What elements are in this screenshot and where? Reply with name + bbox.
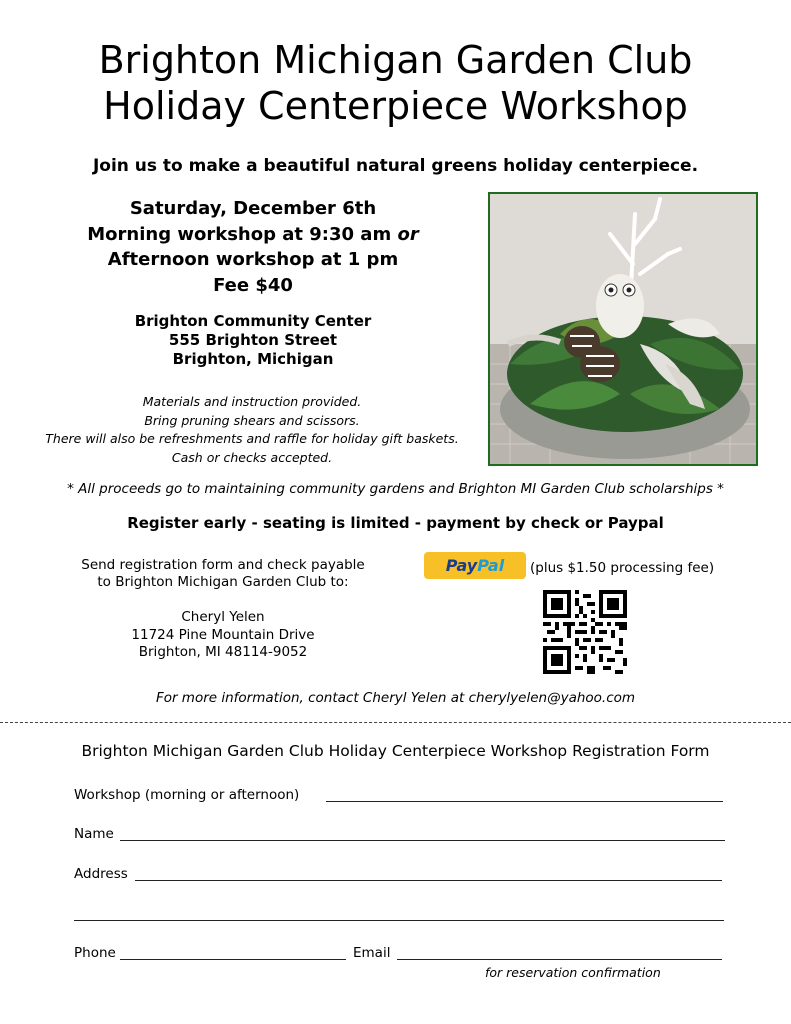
mailing-address [50, 609, 396, 662]
venue-name: Brighton Community Center [134, 312, 372, 330]
afternoon-session: Afternoon workshop at 1 pm [107, 249, 399, 270]
mail-city: Brighton, MI 48114-9052 [138, 644, 308, 660]
proceeds-note: * All proceeds go to maintaining community gardens and Brighton MI Garden Club scholarships * [67, 481, 724, 497]
workshop-field-label: Workshop (morning or afternoon) [74, 787, 300, 803]
note-payment: Cash or checks accepted. [171, 449, 333, 465]
note-refreshments: There will also be refreshments and raffle for holiday gift baskets. [45, 431, 459, 446]
notes-block [20, 393, 484, 467]
centerpiece-photo [488, 192, 758, 466]
send-line2: to Brighton Michigan Garden Club to: [97, 574, 349, 590]
workshop-fee: Fee $40 [213, 274, 293, 296]
qr-code-icon [543, 590, 627, 674]
registration-form-title: Brighton Michigan Garden Club Holiday Centerpiece Workshop Registration Form [81, 742, 710, 760]
paypal-fee-note: (plus $1.50 processing fee) [530, 560, 715, 576]
intro-text: Join us to make a beautiful natural greens holiday centerpiece. [92, 156, 699, 176]
venue-block [48, 312, 458, 369]
or-text: or [397, 223, 419, 245]
mail-street: 11724 Pine Mountain Drive [131, 626, 315, 643]
venue-city: Brighton, Michigan [172, 350, 334, 368]
workshop-date: Saturday, December 6th [129, 198, 377, 219]
cut-line [0, 722, 791, 723]
paypal-logo: PayPal [424, 552, 526, 579]
address-field-line2[interactable] [74, 907, 724, 921]
venue-street: 555 Brighton Street [168, 331, 338, 349]
address-field-label: Address [74, 866, 128, 882]
name-field-line[interactable] [120, 827, 725, 841]
send-line1: Send registration form and check payable [81, 557, 365, 573]
email-field-label: Email [353, 945, 391, 961]
centerpiece-image [490, 194, 756, 464]
email-field-line[interactable] [397, 946, 722, 960]
phone-field-label: Phone [74, 945, 116, 961]
note-materials: Materials and instruction provided. [142, 394, 362, 409]
address-field-line[interactable] [135, 867, 722, 881]
note-bring-tools: Bring pruning shears and scissors. [144, 412, 360, 428]
name-field-label: Name [74, 826, 114, 842]
flyer-title-line2: Holiday Centerpiece Workshop [103, 84, 688, 128]
contact-info: For more information, contact Cheryl Yelen at cherylyelen@yahoo.com [155, 690, 636, 706]
flyer-title-line1: Brighton Michigan Garden Club [98, 38, 693, 82]
schedule-block [48, 196, 458, 298]
register-note: Register early - seating is limited - payment by check or Paypal [127, 514, 664, 532]
workshop-field-line[interactable] [326, 788, 723, 802]
morning-session: Morning workshop at 9:30 am or [87, 223, 419, 245]
phone-field-line[interactable] [120, 946, 346, 960]
send-instructions [50, 557, 396, 591]
email-field-note: for reservation confirmation [485, 965, 661, 980]
mail-name: Cheryl Yelen [181, 609, 265, 625]
